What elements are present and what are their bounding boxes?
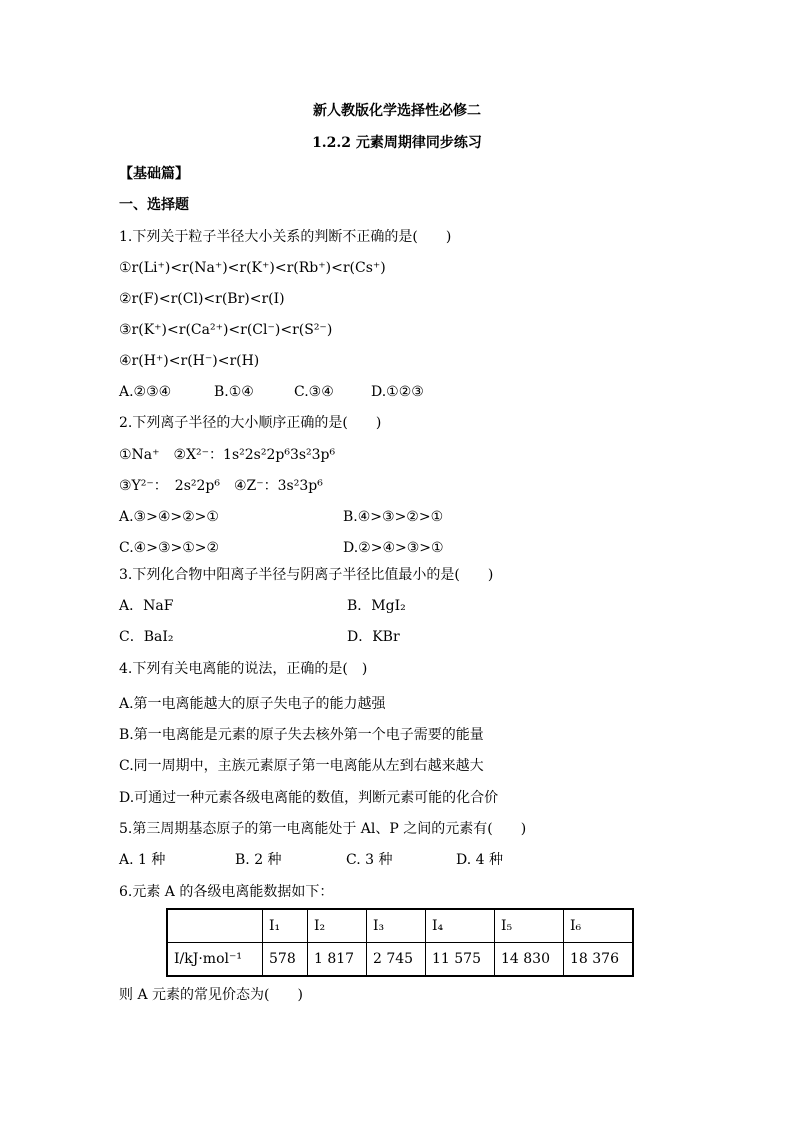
q2-stem: 2.下列离子半径的大小顺序正确的是( ) (119, 415, 382, 431)
table-cell: 578 (263, 943, 308, 977)
table-header-row (167, 909, 633, 943)
q2-option-a: A.③>④>②>① (119, 509, 219, 525)
table-row (167, 943, 633, 977)
q4-option-d: D.可通过一种元素各级电离能的数值，判断元素可能的化合价 (119, 790, 499, 806)
q5-option-c: C. 3 种 (346, 852, 393, 868)
q1-stem: 1.下列关于粒子半径大小关系的判断不正确的是( ) (119, 229, 452, 245)
q3-option-c: C．BaI₂ (119, 629, 174, 645)
q6-stem: 6.元素 A 的各级电离能数据如下： (119, 884, 334, 900)
table-header-cell: I₄ (426, 909, 495, 943)
table-header-cell (167, 909, 263, 943)
q3-stem: 3.下列化合物中阳离子半径与阴离子半径比值最小的是( ) (119, 567, 494, 583)
ionization-energy-table (166, 908, 634, 977)
q3-option-a: A．NaF (119, 598, 174, 614)
q5-stem: 5.第三周期基态原子的第一电离能处于 Al、P 之间的元素有( ) (119, 821, 527, 837)
q1-option-d: D.①②③ (371, 384, 424, 400)
table-header-cell: I₁ (263, 909, 308, 943)
table-cell: 11 575 (426, 943, 495, 977)
q1-option-b: B.①④ (214, 384, 254, 400)
q1-item-4: ④r(H⁺)<r(H⁻)<r(H) (119, 353, 260, 369)
part-heading: 一、选择题 (119, 197, 189, 213)
table-row-label: I/kJ·mol⁻¹ (167, 943, 263, 977)
table-header-cell: I₃ (367, 909, 426, 943)
table-header-cell: I₆ (564, 909, 634, 943)
q1-item-2: ②r(F)<r(Cl)<r(Br)<r(I) (119, 291, 285, 307)
q5-option-b: B. 2 种 (235, 852, 282, 868)
q2-option-b: B.④>③>②>① (343, 509, 444, 525)
table-cell: 14 830 (495, 943, 564, 977)
q4-option-a: A.第一电离能越大的原子失电子的能力越强 (119, 696, 386, 712)
q1-item-3: ③r(K⁺)<r(Ca²⁺)<r(Cl⁻)<r(S²⁻) (119, 322, 333, 338)
q2-line-2: ③Y²⁻： 2s²2p⁶ ④Z⁻：3s²3p⁶ (119, 478, 323, 494)
q2-option-c: C.④>③>①>② (119, 540, 220, 556)
q4-option-c: C.同一周期中，主族元素原子第一电离能从左到右越来越大 (119, 758, 484, 774)
q6-ask: 则 A 元素的常见价态为( ) (119, 987, 303, 1003)
q2-line-1: ①Na⁺ ②X²⁻：1s²2s²2p⁶3s²3p⁶ (119, 447, 336, 463)
table-header-cell: I₅ (495, 909, 564, 943)
document-title: 新人教版化学选择性必修二 (313, 103, 481, 119)
table-cell: 2 745 (367, 943, 426, 977)
q4-stem: 4.下列有关电离能的说法，正确的是( ) (119, 661, 368, 677)
table-header-cell: I₂ (308, 909, 367, 943)
q2-option-d: D.②>④>③>① (343, 540, 444, 556)
section-heading: 【基础篇】 (119, 166, 189, 182)
q5-option-d: D. 4 种 (456, 852, 503, 868)
q5-option-a: A. 1 种 (119, 852, 166, 868)
q3-option-d: D．KBr (347, 629, 400, 645)
document-subtitle: 1.2.2 元素周期律同步练习 (312, 135, 482, 151)
table-cell: 18 376 (564, 943, 634, 977)
table-cell: 1 817 (308, 943, 367, 977)
q4-option-b: B.第一电离能是元素的原子失去核外第一个电子需要的能量 (119, 727, 484, 743)
q1-item-1: ①r(Li⁺)<r(Na⁺)<r(K⁺)<r(Rb⁺)<r(Cs⁺) (119, 260, 386, 276)
q1-option-a: A.②③④ (119, 384, 172, 400)
q3-option-b: B．MgI₂ (347, 598, 406, 614)
q1-option-c: C.③④ (294, 384, 334, 400)
